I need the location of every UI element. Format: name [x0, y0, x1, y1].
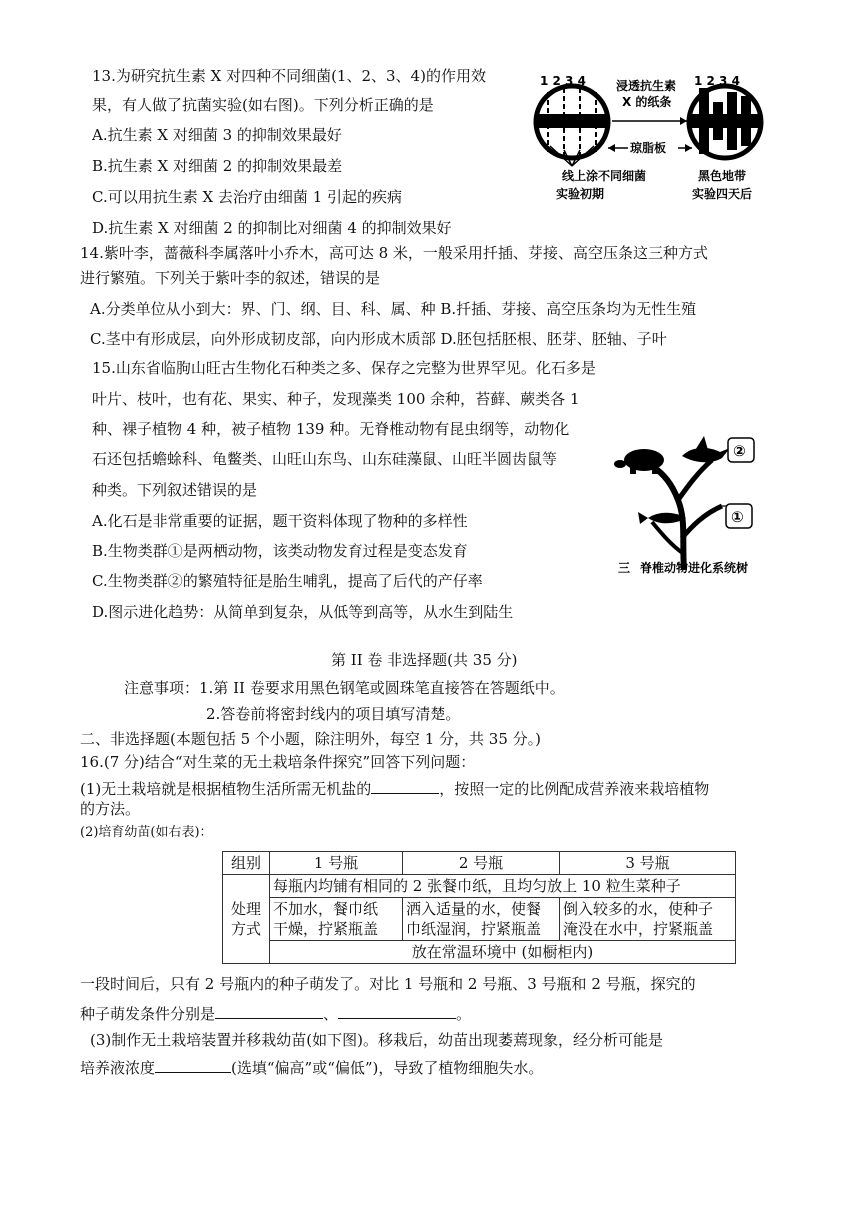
part2-title: 第 II 卷 非选择题(共 35 分)	[331, 651, 518, 669]
table-row	[223, 898, 736, 941]
q13-option-d: D.抗生素 X 对细菌 2 的抑制比对细菌 4 的抑制效果好	[92, 219, 452, 237]
q15-fig-caption-prefix: 三	[618, 561, 631, 575]
table-cell-bottle-1	[270, 898, 403, 941]
part2-note-1: 注意事项：1.第 II 卷要求用黑色钢笔或圆珠笔直接答在答题纸中。	[124, 679, 565, 697]
q15-option-d: D.图示进化趋势：从简单到复杂，从低等到高等，从水生到陆生	[92, 603, 514, 621]
turtle-icon	[614, 449, 664, 474]
q15-option-a: A.化石是非常重要的证据，题干资料体现了物种的多样性	[92, 512, 468, 530]
table-row	[223, 875, 736, 898]
table-cell-bottle-3	[560, 898, 736, 941]
q16-part1-text-a: (1)无土栽培就是根据植物生活所需无机盐的	[80, 780, 372, 798]
q16-blank-2[interactable]	[215, 1002, 323, 1019]
table-cell-bottle-2	[403, 898, 560, 941]
q15-evolution-tree-figure	[612, 430, 768, 580]
q15-option-c: C.生物类群②的繁殖特征是胎生哺乳，提高了后代的产仔率	[92, 572, 483, 590]
q13-stem-line1: 13.为研究抗生素 X 对四种不同细菌(1、2、3、4)的作用效	[92, 67, 486, 85]
q16-stem: 16.(7 分)结合“对生菜的无土栽培条件探究”回答下列问题：	[80, 753, 476, 771]
q16-part1-text-b: ，按照一定的比例配成营养液来栽培植物	[439, 780, 710, 798]
q16-part1-line2: 的方法。	[80, 800, 141, 818]
q16-part1-line1	[80, 777, 709, 799]
table-cell-environment: 放在常温环境中 (如橱柜内)	[270, 941, 736, 964]
q14-options-ab: A.分类单位从小到大：界、门、纲、目、科、属、种 B.扦插、芽接、高空压条均为无性生殖	[90, 300, 697, 318]
q13-fig-caption-right: 实验四天后	[692, 187, 753, 201]
q16-after-text: 种子萌发条件分别是	[80, 1005, 216, 1023]
q15-stem-line3: 种、裸子植物 4 种，被子植物 139 种。无脊椎动物有昆虫纲等，动物化	[92, 420, 570, 438]
cell-b1-line2: 干燥，拧紧瓶盖	[273, 920, 379, 938]
table-header-group: 组别	[223, 852, 270, 875]
cell-b3-line2: 淹没在水中，拧紧瓶盖	[563, 920, 714, 938]
table-row	[223, 941, 736, 964]
q15-stem-line2: 叶片、枝叶，也有花、果实、种子，发现藻类 100 余种，苔藓、蕨类各 1	[92, 390, 580, 408]
table-row-label	[223, 875, 270, 964]
q16-after-sep: 、	[323, 1005, 339, 1023]
table-header-row	[223, 852, 736, 875]
part2-note-2: 2.答卷前将密封线内的项目填写清楚。	[206, 705, 461, 723]
bird-icon	[682, 436, 730, 462]
q16-blank-1[interactable]	[371, 777, 439, 794]
q13-antibiotic-figure	[532, 66, 767, 206]
q15-fig-caption: 脊椎动物进化系统树	[640, 561, 749, 575]
q14-stem-line1: 14.紫叶李，蔷薇科李属落叶小乔木，高可达 8 米，一般采用扦插、芽接、高空压条这三种方式	[80, 244, 708, 262]
section-title: 二、非选择题(本题包括 5 个小题，除注明外，每空 1 分，共 35 分。)	[80, 730, 541, 748]
q15-stem-line4: 石还包括蟾蜍科、龟鳖类、山旺山东鸟、山东硅藻鼠、山旺半圆齿鼠等	[92, 450, 558, 468]
q16-part3-text-a: 培养液浓度	[80, 1059, 156, 1077]
q16-blank-3[interactable]	[338, 1002, 456, 1019]
q13-fig-paper-label-2: X 的纸条	[622, 95, 672, 109]
cell-b2-line1: 洒入适量的水，使餐	[406, 900, 542, 918]
q15-stem-line1: 15.山东省临朐山旺古生物化石种类之多、保存之完整为世界罕见。化石多是	[92, 359, 596, 377]
cell-b2-line2: 巾纸湿润，拧紧瓶盖	[406, 920, 542, 938]
q16-part3-line2	[80, 1056, 543, 1078]
q16-part2-label: (2)培育幼苗(如右表)：	[80, 825, 213, 840]
q14-options-cd: C.茎中有形成层，向外形成韧皮部，向内形成木质部 D.胚包括胚根、胚芽、胚轴、子叶	[90, 330, 667, 348]
q16-blank-4[interactable]	[155, 1056, 231, 1073]
cell-b1-line1: 不加水，餐巾纸	[273, 900, 379, 918]
q13-option-b: B.抗生素 X 对细菌 2 的抑制效果最差	[92, 157, 343, 175]
q13-fig-bacteria-label: 线上涂不同细菌	[562, 169, 647, 183]
q13-fig-nums-right: 1 2 3 4	[694, 74, 740, 88]
q13-fig-nums-left: 1 2 3 4	[540, 74, 586, 88]
table-cell-common: 每瓶内均铺有相同的 2 张餐巾纸，且均匀放上 10 粒生菜种子	[270, 875, 736, 898]
q14-stem-line2: 进行繁殖。下列关于紫叶李的叙述，错误的是	[80, 269, 381, 287]
q13-fig-black-label: 黑色地带	[698, 169, 747, 183]
table-header-bottle-3: 3 号瓶	[560, 852, 736, 875]
cell-b3-line1: 倒入较多的水，使种子	[563, 900, 714, 918]
q15-fig-label-1: ①	[731, 508, 744, 526]
q13-option-c: C.可以用抗生素 X 去治疗由细菌 1 引起的疾病	[92, 188, 403, 206]
table-header-bottle-2: 2 号瓶	[403, 852, 560, 875]
q16-part3-line1: (3)制作无土栽培装置并移栽幼苗(如下图)。移栽后，幼苗出现萎蔫现象，经分析可能是	[90, 1031, 663, 1049]
q16-after-line1: 一段时间后，只有 2 号瓶内的种子萌发了。对比 1 号瓶和 2 号瓶、3 号瓶和 2 号瓶，探究的	[80, 975, 696, 993]
q13-fig-paper-label-1: 浸透抗生素	[616, 79, 677, 93]
row-label-line2: 方式	[230, 920, 261, 938]
q15-stem-line5: 种类。下列叙述错误的是	[92, 481, 258, 499]
q15-fig-label-2: ②	[733, 442, 746, 460]
q13-fig-caption-left: 实验初期	[556, 187, 605, 201]
row-label-line1: 处理	[230, 900, 261, 918]
q16-experiment-table	[222, 851, 736, 964]
q16-after-line2	[80, 1002, 471, 1024]
table-header-bottle-1: 1 号瓶	[270, 852, 403, 875]
q16-part3-text-b: (选填“偏高”或“偏低”)，导致了植物细胞失水。	[231, 1059, 544, 1077]
q16-after-end: 。	[456, 1005, 472, 1023]
q15-option-b: B.生物类群①是两栖动物，该类动物发育过程是变态发育	[92, 542, 468, 560]
q13-fig-agar-label: 琼脂板	[630, 141, 667, 155]
q13-option-a: A.抗生素 X 对细菌 3 的抑制效果最好	[92, 126, 342, 144]
q13-stem-line2: 果，有人做了抗菌实验(如右图)。下列分析正确的是	[92, 96, 434, 114]
